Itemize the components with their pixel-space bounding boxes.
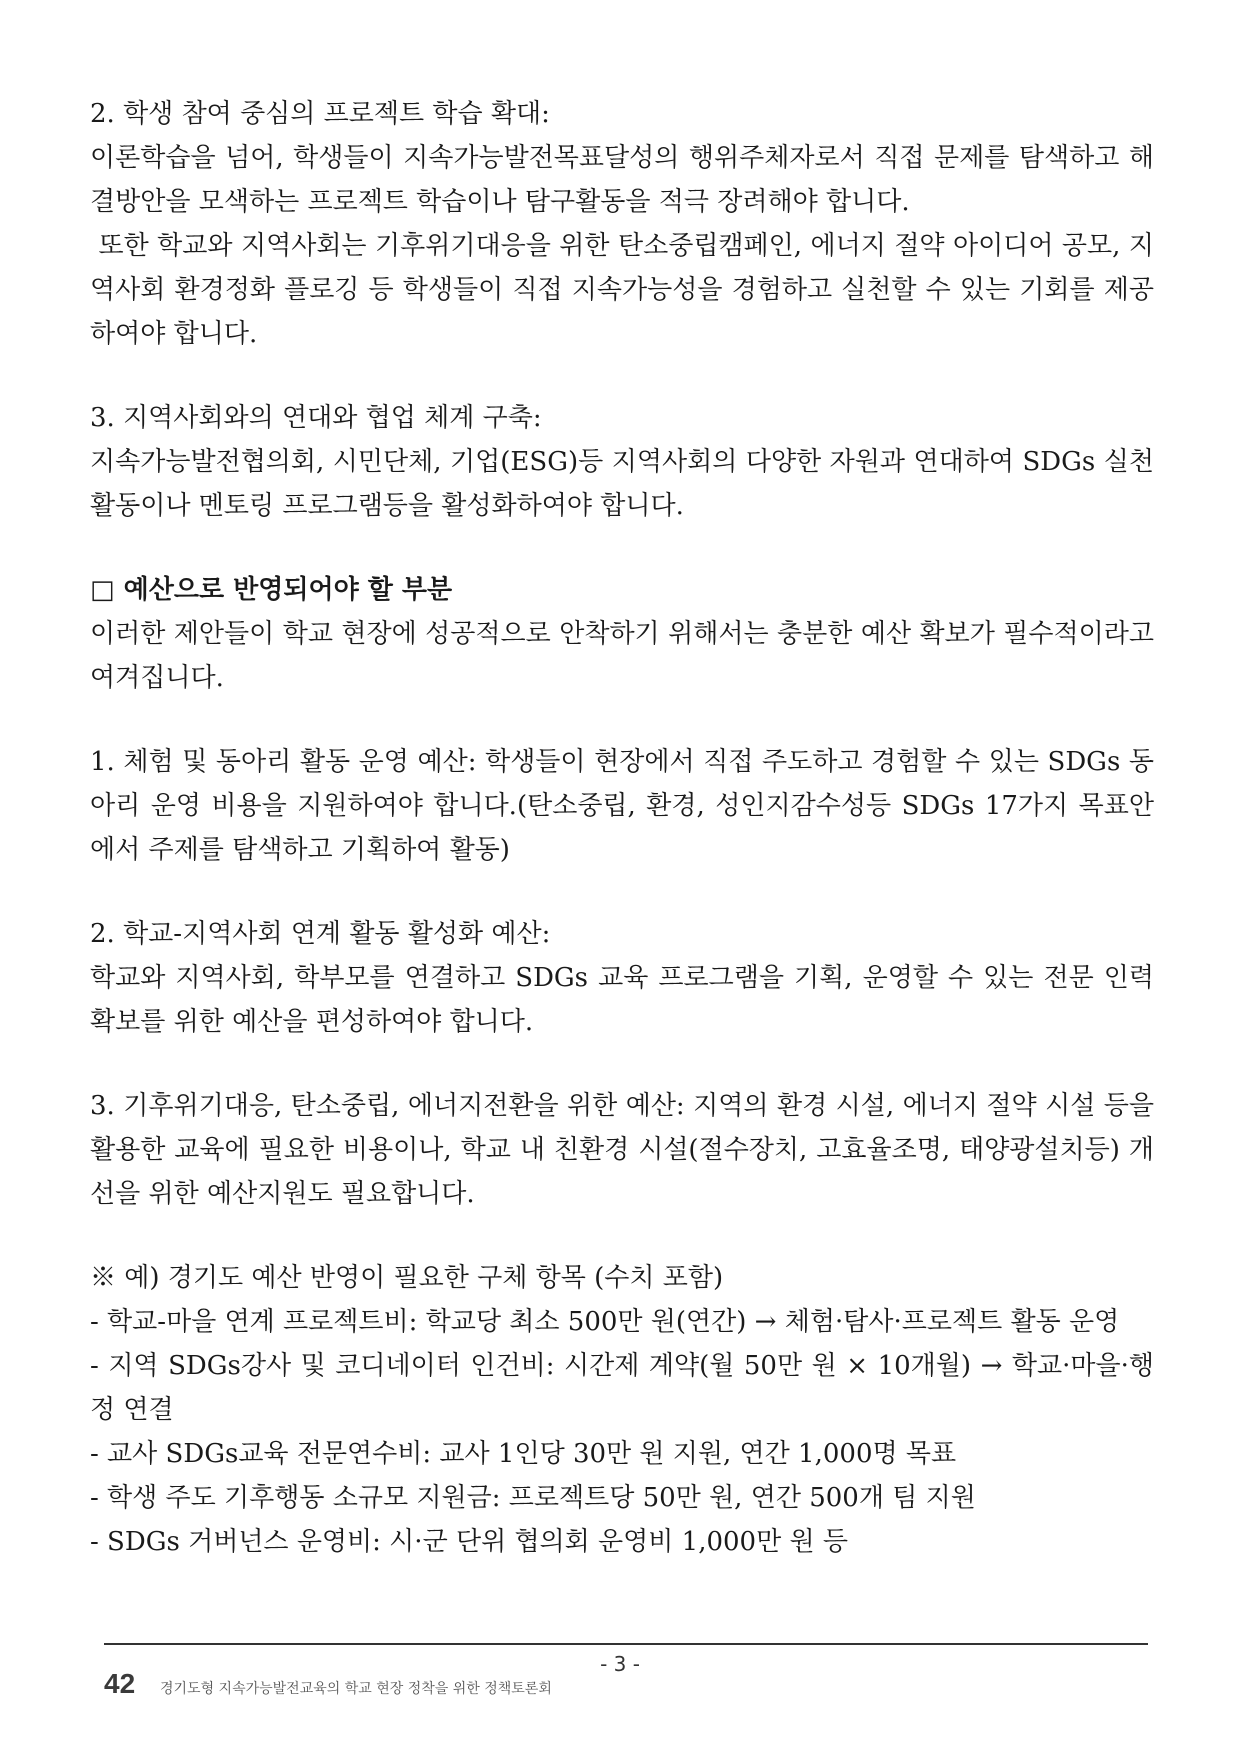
footer-document-title: 경기도형 지속가능발전교육의 학교 현장 정착을 위한 정책토론회	[160, 1681, 552, 1697]
list-item: - 학생 주도 기후행동 소규모 지원금: 프로젝트당 50만 원, 연간 500개 팀 지원	[90, 1483, 976, 1513]
budget-intro: 이러한 제안들이 학교 현장에 성공적으로 안착하기 위해서는 충분한 예산 확보가 필수적이라고 여겨집니다.	[90, 619, 1154, 693]
budget-heading: □ 예산으로 반영되어야 할 부분	[90, 575, 453, 605]
section-3-title: 3. 지역사회와의 연대와 협업 체계 구축:	[90, 403, 542, 433]
list-item: - 지역 SDGs강사 및 코디네이터 인건비: 시간제 계약(월 50만 원 × 10개월) → 학교·마을·행정 연결	[90, 1351, 1154, 1425]
budget-item-1: 1. 체험 및 동아리 활동 운영 예산: 학생들이 현장에서 직접 주도하고 경험할 수 있는 SDGs 동아리 운영 비용을 지원하여야 합니다.(탄소중립, 환경, 성인지감수성등 SDGs 17가지 목표안에서 주제를 탐색하고 기획하여 활동)	[90, 747, 1154, 865]
list-item: - SDGs 거버넌스 운영비: 시·군 단위 협의회 운영비 1,000만 원 등	[90, 1527, 848, 1557]
spacer	[90, 872, 1154, 912]
page-number: 42	[104, 1668, 136, 1699]
section-3-paragraph: 지속가능발전협의회, 시민단체, 기업(ESG)등 지역사회의 다양한 자원과 연대하여 SDGs 실천활동이나 멘토링 프로그램등을 활성화하여야 합니다.	[90, 447, 1154, 521]
spacer	[90, 1216, 1154, 1256]
budget-item-2-paragraph: 학교와 지역사회, 학부모를 연결하고 SDGs 교육 프로그램을 기획, 운영할 수 있는 전문 인력 확보를 위한 예산을 편성하여야 합니다.	[90, 963, 1154, 1037]
section-2-paragraph-2: 또한 학교와 지역사회는 기후위기대응을 위한 탄소중립캠페인, 에너지 절약 아이디어 공모, 지역사회 환경정화 플로깅 등 학생들이 직접 지속가능성을 경험하고 실천할 수 있는 기회를 제공하여야 합니다.	[90, 231, 1154, 349]
section-2-paragraph-1: 이론학습을 넘어, 학생들이 지속가능발전목표달성의 행위주체자로서 직접 문제를 탐색하고 해결방안을 모색하는 프로젝트 학습이나 탐구활동을 적극 장려해야 합니다.	[90, 143, 1154, 217]
spacer	[90, 356, 1154, 396]
page-marker: - 3 -	[600, 1652, 640, 1676]
document-body	[90, 92, 1154, 1564]
list-item: - 학교-마을 연계 프로젝트비: 학교당 최소 500만 원(연간) → 체험·탐사·프로젝트 활동 운영	[90, 1307, 1120, 1337]
spacer	[90, 528, 1154, 568]
budget-item-2-title: 2. 학교-지역사회 연계 활동 활성화 예산:	[90, 919, 551, 949]
note-title: ※ 예) 경기도 예산 반영이 필요한 구체 항목 (수치 포함)	[90, 1263, 724, 1293]
budget-item-3: 3. 기후위기대응, 탄소중립, 에너지전환을 위한 예산: 지역의 환경 시설, 에너지 절약 시설 등을 활용한 교육에 필요한 비용이나, 학교 내 친환경 시설(절수장치, 고효율조명, 태양광설치등) 개선을 위한 예산지원도 필요합니다.	[90, 1091, 1154, 1209]
spacer	[90, 700, 1154, 740]
section-2-title: 2. 학생 참여 중심의 프로젝트 학습 확대:	[90, 99, 550, 129]
footer-divider	[104, 1643, 1148, 1645]
spacer	[90, 1044, 1154, 1084]
list-item: - 교사 SDGs교육 전문연수비: 교사 1인당 30만 원 지원, 연간 1,000명 목표	[90, 1439, 957, 1469]
